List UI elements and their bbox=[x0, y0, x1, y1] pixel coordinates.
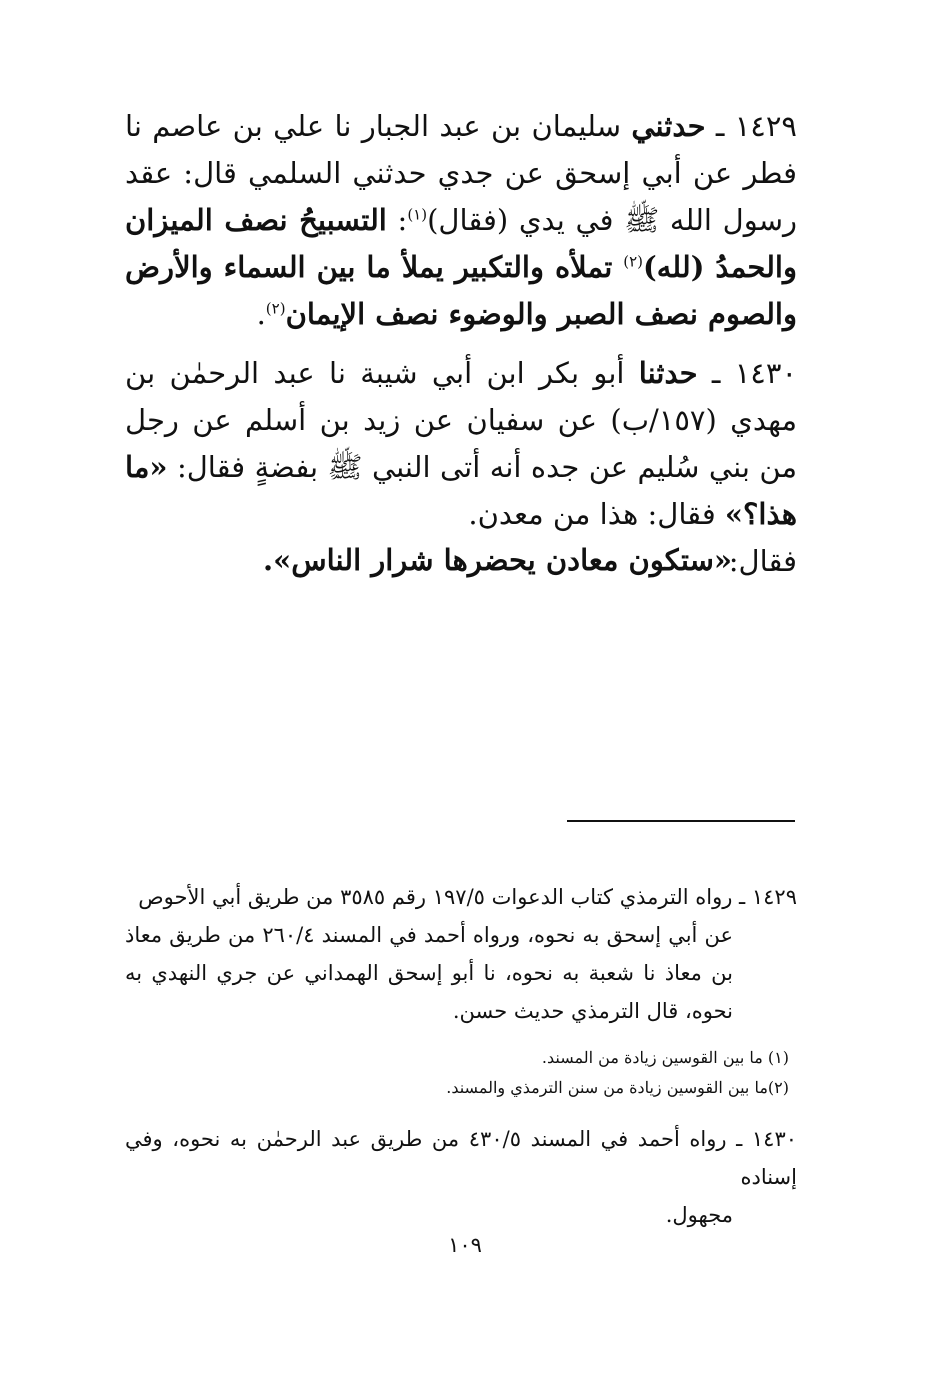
hadith-1430-question: «ما هذا؟» bbox=[125, 450, 797, 531]
hadith-1429-colon: : bbox=[386, 203, 408, 237]
hadith-1430-chain: أبو بكر ابن أبي شيبة نا عبد الرحمٰن بن مهدي (١٥٧/ب) عن سفيان عن زيد بن أسلم عن رجل من بني سُليم عن جده أنه أتى النبي ﷺ بفضةٍ فقال: bbox=[125, 356, 798, 484]
footnote-divider bbox=[567, 820, 795, 822]
footnote-1430-continuation: مجهول. bbox=[665, 1203, 733, 1227]
hadith-1429 bbox=[125, 103, 797, 338]
hadith-1429-chain: سليمان بن عبد الجبار نا علي بن عاصم نا فطر عن أبي إسحق عن جدي حدثني السلمي قال: عقد رسول الله ﷺ في يدي (فقال) bbox=[125, 109, 797, 237]
footnote-ref-1: (١) bbox=[407, 205, 428, 224]
footnote-1430-first-line: ١٤٣٠ ـ رواه أحمد في المسند ٤٣٠/٥ من طريق عبد الرحمٰن به نحوه، وفي إسناده bbox=[125, 1127, 798, 1189]
hadith-1430-said: فقال: bbox=[728, 544, 797, 578]
footnote-ref-3: (٢) bbox=[265, 299, 286, 318]
footnote-1429-first-line: ١٤٢٩ ـ رواه الترمذي كتاب الدعوات ١٩٧/٥ رقم ٣٥٨٥ من طريق أبي الأحوص bbox=[138, 885, 797, 909]
footnote-1429-continuation: عن أبي إسحق به نحوه، ورواه أحمد في المسند ٢٦٠/٤ من طريق معاذ بن معاذ نا شعبة به نحوه، نا أبو إسحق الهمداني عن جري النهدي به نحوه، قال الترمذي حديث حسن. bbox=[125, 923, 733, 1023]
hadith-1429-closing: . bbox=[256, 297, 266, 331]
variant-note-1: (١) ما بين القوسين زيادة من المسند. bbox=[541, 1048, 789, 1067]
variant-note-2: (٢)ما بين القوسين زيادة من سنن الترمذي والمسند. bbox=[446, 1078, 789, 1097]
footnote-ref-2: (٢) bbox=[623, 252, 644, 271]
hadith-1429-number: ١٤٢٩ ـ bbox=[715, 109, 798, 143]
page-number: ١٠٩ bbox=[448, 1233, 482, 1257]
hadith-1430-answer: فقال: هذا من معدن. bbox=[468, 497, 725, 531]
hadith-1430-opening-word: حدثنا bbox=[638, 356, 698, 390]
hadith-1430-quote: «ستكون معادن يحضرها شرار الناس». bbox=[263, 543, 732, 577]
footnote-1430 bbox=[125, 1120, 797, 1234]
hadith-1430-number: ١٤٣٠ ـ bbox=[711, 356, 798, 390]
hadith-1429-matn-part1: التسبيحُ نصف الميزان والحمدُ (لله) bbox=[125, 203, 797, 284]
variant-notes bbox=[125, 1043, 789, 1103]
hadith-1429-opening-word: حدثني bbox=[631, 109, 706, 143]
footnote-1429 bbox=[125, 878, 797, 1030]
hadith-1429-matn-part2: تملأه والتكبير يملأ ما بين السماء والأرض والصوم نصف الصبر والوضوء نصف الإيمان bbox=[125, 250, 797, 331]
